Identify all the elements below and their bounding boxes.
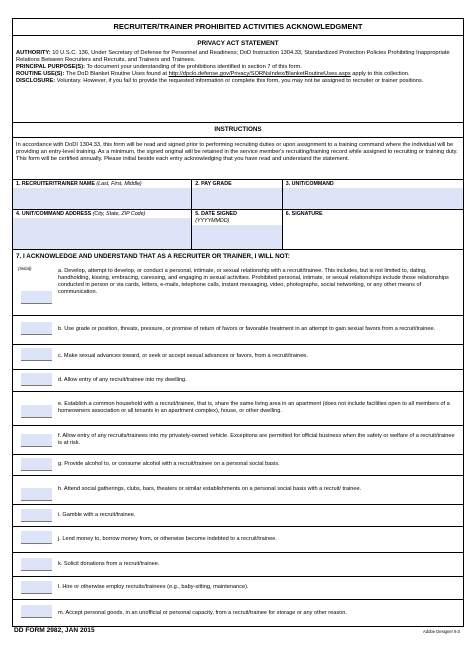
acknowledgment-text-e: e. Establish a common household with a recruit/trainee, that is, share the same living area in an apartment (does not include facilities open to all members of a homeowners association or all tenants in an apartment complex), house, or other dwelling.: [58, 401, 450, 414]
acknowledgment-text-c: c. Make sexual advances toward, or seek or accept sexual advances or favors, from a recruit/trainee.: [58, 353, 308, 360]
initial-field-i[interactable]: [21, 509, 52, 522]
blanket-routine-uses-link[interactable]: http://dpclo.defense.gov/Privacy/SORNsIndex/BlanketRoutineUses.aspx: [168, 71, 351, 78]
routine-use-paragraph: [16, 71, 460, 78]
initial-field-h[interactable]: [21, 488, 52, 501]
purpose-text: To document your understanding of the prohibitions identified in section 7 of this form.: [85, 64, 302, 71]
initial-field-b[interactable]: [21, 322, 52, 335]
acknowledgment-text-l: l. Hire or otherwise employ recruits/trainees (e.g., baby-sitting, maintenance).: [58, 584, 249, 591]
acknowledgment-text-h: h. Attend social gatherings, clubs, bars, theaters or similar establishments on a personal social basis with a recruit/ trainee.: [58, 486, 362, 493]
unit-command-label: 3. UNIT/COMMAND: [285, 181, 334, 187]
initial-column-label: (Initial): [18, 266, 32, 271]
initial-field-a[interactable]: [21, 291, 52, 304]
acknowledgment-text-a: a. Develop, attempt to develop, or conduct a personal, intimate, or sexual relationship with a recruit/trainee. This includes, but is not limited to, dating, handholding, kissing, embracing, caressing, and engaging in sexual activities. Prohibited personal, intimate, or sexual relationships include those relationships conducted in person or via cards, letters, e-mails, telephone calls, instant messaging, video, photographs, social networking, or any other means of communication.: [58, 268, 449, 295]
acknowledgment-text-g: g. Provide alcohol to, or consume alcohol with a recruit/trainee on a personal social basis.: [58, 461, 280, 468]
acknowledgment-text-j: j. Lend money to, borrow money from, or otherwise become indebted to a recruit/trainee.: [58, 535, 277, 542]
initial-field-e[interactable]: [21, 405, 52, 418]
initial-field-d[interactable]: [21, 373, 52, 386]
privacy-heading: PRIVACY ACT STATEMENT: [197, 40, 279, 47]
date-signed-field[interactable]: [192, 225, 282, 249]
name-field[interactable]: [13, 188, 191, 209]
instructions-heading: INSTRUCTIONS: [13, 123, 463, 138]
purpose-label: PRINCIPAL PURPOSE(S):: [16, 64, 85, 71]
privacy-act-statement: [13, 50, 463, 123]
date-signed-label: 5. DATE SIGNED (YYYYMMDD): [195, 211, 237, 224]
form-number: DD FORM 2982, JAN 2015: [14, 627, 95, 634]
fields-row-1: [13, 180, 463, 210]
pay-grade-field[interactable]: [192, 188, 282, 209]
fields-row-2: [13, 210, 463, 250]
initial-field-j[interactable]: [21, 531, 52, 544]
authority-text: 10 U.S.C. 136, Under Secretary of Defense for Personnel and Readiness; DoD Instruction 1304.33, Standardized Protection Policies Prohibiting Inappropriate Relations Between Recruiters and Recruits, and Trainers and Trainees.: [16, 50, 450, 64]
address-label: 4. UNIT/COMMAND ADDRESS (City, State, ZIP Code): [16, 211, 146, 217]
pay-grade-label: 2. PAY GRADE: [195, 181, 232, 187]
initial-field-k[interactable]: [21, 558, 52, 571]
date-signed-cell: [192, 210, 283, 249]
routine-text-2: apply to this collection.: [350, 71, 410, 78]
initial-field-l[interactable]: [21, 581, 52, 594]
instructions-text: In accordance with DoDI 1304.33, this form will be read and signed prior to performing recruiting duties or upon assignment to a training command where the individual will be providing an entry-level training. As a minimum, the signed original will be retained in the service member's recruiting/training record while assigned to recruiting or training duty. This form will be certified annually. Please initial beside each entry acknowledging that you have read and understand the statement.: [13, 138, 463, 180]
purpose-paragraph: [16, 64, 460, 71]
section7-heading: 7. I ACKNOWLEDGE AND UNDERSTAND THAT AS A RECRUITER OR TRAINER, I WILL NOT:: [16, 253, 290, 260]
name-cell: [13, 180, 192, 209]
authority-label: AUTHORITY:: [16, 50, 51, 56]
unit-command-cell: [283, 180, 463, 209]
signature-label: 6. SIGNATURE: [285, 211, 323, 217]
initial-field-c[interactable]: [21, 348, 52, 361]
acknowledgment-text-f: f. Allow entry of any recruits/trainees into my privately-owned vehicle. Exceptions are permitted for official business when the safety or welfare of a recruit/trainee is at risk.: [58, 432, 455, 446]
disclosure-text: Voluntary. However, if you fail to provide the requested information or complete this form, you may not be assigned to recruiter or trainer positions.: [55, 78, 424, 85]
acknowledgment-text-d: d. Allow entry of any recruit/trainee into my dwelling.: [58, 376, 187, 383]
initial-field-m[interactable]: [21, 605, 52, 618]
acknowledgment-text-b: b. Use grade or position, threats, pressure, or promise of return of favors or favorable treatment in an attempt to gain sexual favors from a recruit/trainee.: [58, 326, 436, 333]
initial-field-f[interactable]: [21, 434, 52, 447]
acknowledgment-text-i: i. Gamble with a recruit/trainee.: [58, 511, 136, 518]
address-field[interactable]: [13, 218, 191, 249]
unit-command-field[interactable]: [283, 188, 463, 209]
routine-label: ROUTINE USE(S):: [16, 71, 65, 78]
designer-version: Adobe Designer 9.0: [422, 629, 460, 634]
authority-paragraph: [16, 50, 460, 64]
address-cell: [13, 210, 192, 249]
form-title: RECRUITER/TRAINER PROHIBITED ACTIVITIES ACKNOWLEDGMENT: [13, 19, 463, 36]
pay-grade-cell: [192, 180, 283, 209]
acknowledgment-text-k: k. Solicit donations from a recruit/trainee.: [58, 560, 160, 567]
name-label: 1. RECRUITER/TRAINER NAME (Last, First, Middle): [16, 181, 142, 187]
initial-field-g[interactable]: [21, 458, 52, 471]
disclosure-paragraph: [16, 78, 460, 85]
disclosure-label: DISCLOSURE:: [16, 78, 56, 85]
signature-cell: [283, 210, 463, 249]
routine-text-1: The DoD Blanket Routine Uses found at: [64, 71, 169, 78]
acknowledgment-text-m: m. Accept personal goods, in an unofficial or personal capacity, from a recruit/trainee for storage or any other reason.: [58, 609, 347, 616]
